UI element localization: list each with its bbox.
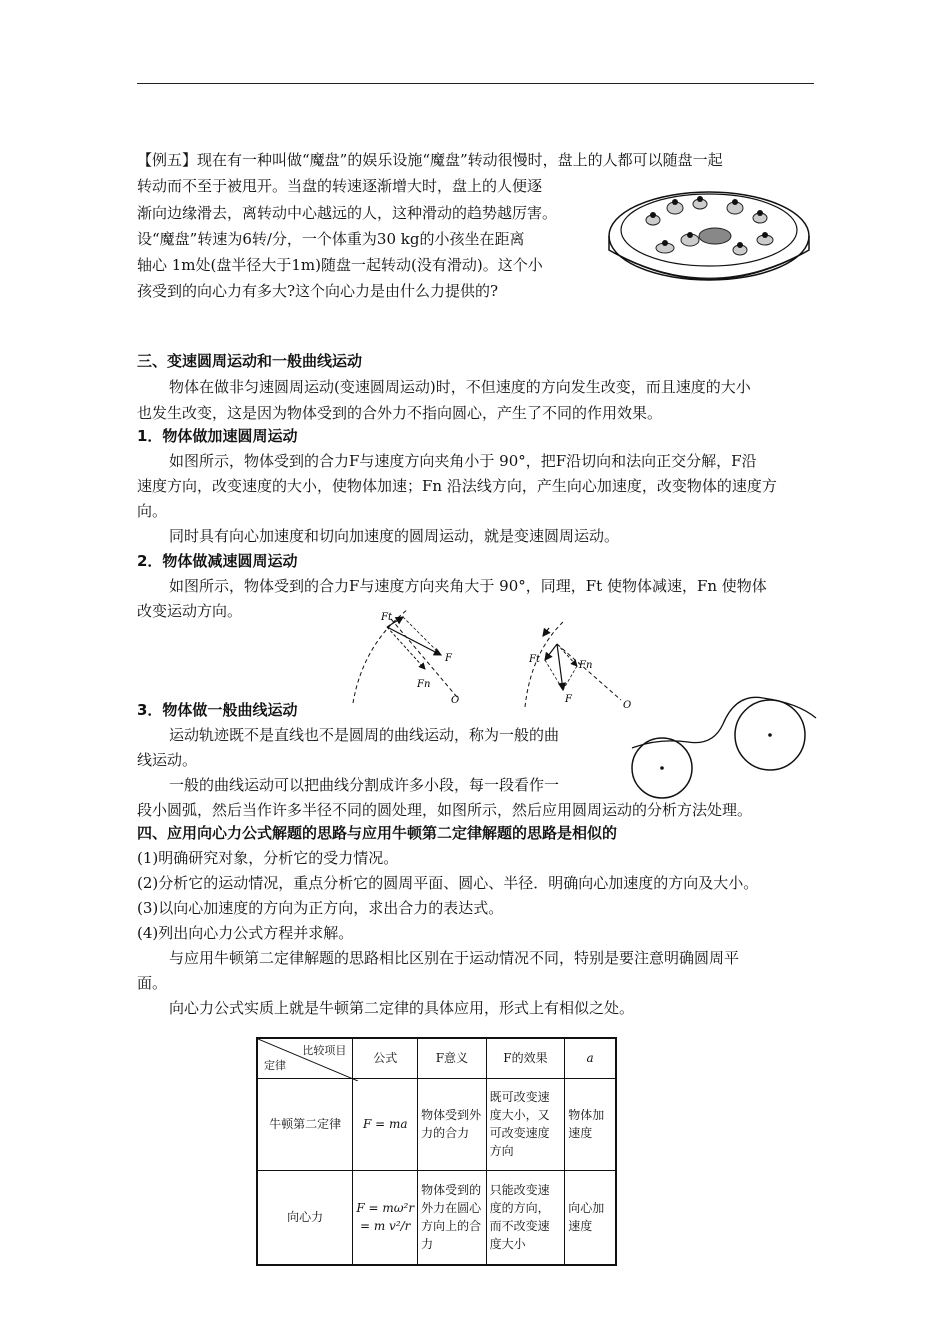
header-rule bbox=[137, 83, 814, 84]
table-header-row bbox=[257, 1038, 616, 1078]
sub1-text-line: 向。 bbox=[137, 502, 168, 520]
sub3-title: 3．物体做一般曲线运动 bbox=[137, 701, 298, 719]
header-a: a bbox=[565, 1038, 616, 1078]
curve-circles-diagram bbox=[628, 688, 818, 806]
sub1-text-line: 速度方向，改变速度的大小，使物体加速；Fn 沿法线方向，产生向心加速度，改变物体的速度方 bbox=[137, 477, 777, 495]
sub1-title: 1．物体做加速圆周运动 bbox=[137, 427, 298, 445]
sub3-text-line: 段小圆弧，然后当作许多半径不同的圆处理，如图所示，然后应用圆周运动的分析方法处理。 bbox=[137, 801, 753, 819]
example5-line: 【例五】现在有一种叫做“魔盘”的娱乐设施“魔盘”转动很慢时，盘上的人都可以随盘一起 bbox=[137, 151, 723, 169]
example5-line: 孩受到的向心力有多大?这个向心力是由什么力提供的? bbox=[137, 282, 499, 300]
sub2-text-line: 改变运动方向。 bbox=[137, 602, 243, 620]
table-row bbox=[257, 1078, 616, 1170]
section4-step: (4)列出向心力公式方程并求解。 bbox=[137, 924, 354, 942]
label-ft: Ft bbox=[381, 612, 392, 623]
header-meaning: F意义 bbox=[418, 1038, 487, 1078]
section3-intro-line: 也发生改变，这是因为物体受到的合外力不指向圆心，产生了不同的作用效果。 bbox=[137, 404, 663, 422]
sub3-text-line: 运动轨迹既不是直线也不是圆周的曲线运动，称为一般的曲 bbox=[169, 726, 560, 744]
label-f: F bbox=[565, 694, 572, 705]
row-effect: 既可改变速度大小，又可改变速度方向 bbox=[486, 1078, 565, 1170]
section4-note2: 向心力公式实质上就是牛顿第二定律的具体应用，形式上有相似之处。 bbox=[169, 999, 635, 1017]
table-row bbox=[257, 1170, 616, 1265]
section3-intro-line: 物体在做非匀速圆周运动(变速圆周运动)时，不但速度的方向发生改变，而且速度的大小 bbox=[169, 378, 751, 396]
header-formula: 公式 bbox=[353, 1038, 418, 1078]
sub3-text-line: 线运动。 bbox=[137, 751, 198, 769]
section4-step: (2)分析它的运动情况，重点分析它的圆周平面、圆心、半径．明确向心加速度的方向及大小。 bbox=[137, 874, 759, 892]
sub2-text-line: 如图所示，物体受到的合力F与速度方向夹角大于 90°，同理，Ft 使物体减速，Fn 使物体 bbox=[169, 577, 767, 595]
formula-line-1: F = mω²r bbox=[356, 1201, 415, 1216]
label-ft: Ft bbox=[529, 654, 540, 665]
decelerating-force-diagram bbox=[515, 612, 640, 712]
row-meaning: 物体受到外力的合力 bbox=[418, 1078, 487, 1170]
section4-note-line: 面。 bbox=[137, 974, 168, 992]
corner-top-label: 比较项目 bbox=[302, 1044, 347, 1057]
example5-line: 转动而不至于被甩开。当盘的转速逐渐增大时，盘上的人便逐 bbox=[137, 177, 543, 195]
label-fn: Fn bbox=[579, 660, 593, 671]
example5-line: 轴心 1m处(盘半径大于1m)随盘一起转动(没有滑动)。这个小 bbox=[137, 256, 543, 274]
sub1-note: 同时具有向心加速度和切向加速度的圆周运动，就是变速圆周运动。 bbox=[169, 527, 620, 545]
row-a: 向心加速度 bbox=[565, 1170, 616, 1265]
sub1-text-line: 如图所示，物体受到的合力F与速度方向夹角小于 90°，把F沿切向和法向正交分解，F沿 bbox=[169, 452, 757, 470]
label-o: O bbox=[451, 695, 460, 705]
example5-line: 渐向边缘滑去，离转动中心越远的人，这种滑动的趋势越厉害。 bbox=[137, 204, 558, 222]
formula-line-2: = m v²/r bbox=[359, 1219, 411, 1234]
section4-note-line: 与应用牛顿第二定律解题的思路相比区别在于运动情况不同，特别是要注意明确圆周平 bbox=[169, 949, 740, 967]
section4-step: (3)以向心加速度的方向为正方向，求出合力的表达式。 bbox=[137, 899, 504, 917]
sub2-title: 2．物体做减速圆周运动 bbox=[137, 552, 298, 570]
example5-line: 设“魔盘”转速为6转/分，一个体重为30 kg的小孩坐在距离 bbox=[137, 230, 525, 248]
corner-bottom-label: 定律 bbox=[264, 1058, 286, 1072]
row-effect: 只能改变速度的方向，而不改变速度大小 bbox=[486, 1170, 565, 1265]
label-o: O bbox=[623, 700, 632, 711]
magic-disc-illustration bbox=[605, 178, 813, 296]
sub3-text-line: 一般的曲线运动可以把曲线分割成许多小段，每一段看作一 bbox=[169, 776, 560, 794]
row-meaning: 物体受到的外力在圆心方向上的合力 bbox=[418, 1170, 487, 1265]
row-formula bbox=[353, 1170, 418, 1265]
label-fn: Fn bbox=[417, 679, 431, 690]
row-a: 物体加速度 bbox=[565, 1078, 616, 1170]
accelerating-force-diagram bbox=[345, 605, 470, 705]
row-formula: F = ma bbox=[353, 1078, 418, 1170]
label-f: F bbox=[445, 653, 452, 664]
section4-step: (1)明确研究对象，分析它的受力情况。 bbox=[137, 849, 399, 867]
header-effect: F的效果 bbox=[486, 1038, 565, 1078]
section4-title: 四、应用向心力公式解题的思路与应用牛顿第二定律解题的思路是相似的 bbox=[137, 824, 618, 842]
row-name: 向心力 bbox=[257, 1170, 353, 1265]
table-corner-cell bbox=[257, 1038, 353, 1078]
row-name: 牛顿第二定律 bbox=[257, 1078, 353, 1170]
section3-title: 三、变速圆周运动和一般曲线运动 bbox=[137, 352, 363, 370]
comparison-table bbox=[256, 1037, 617, 1266]
